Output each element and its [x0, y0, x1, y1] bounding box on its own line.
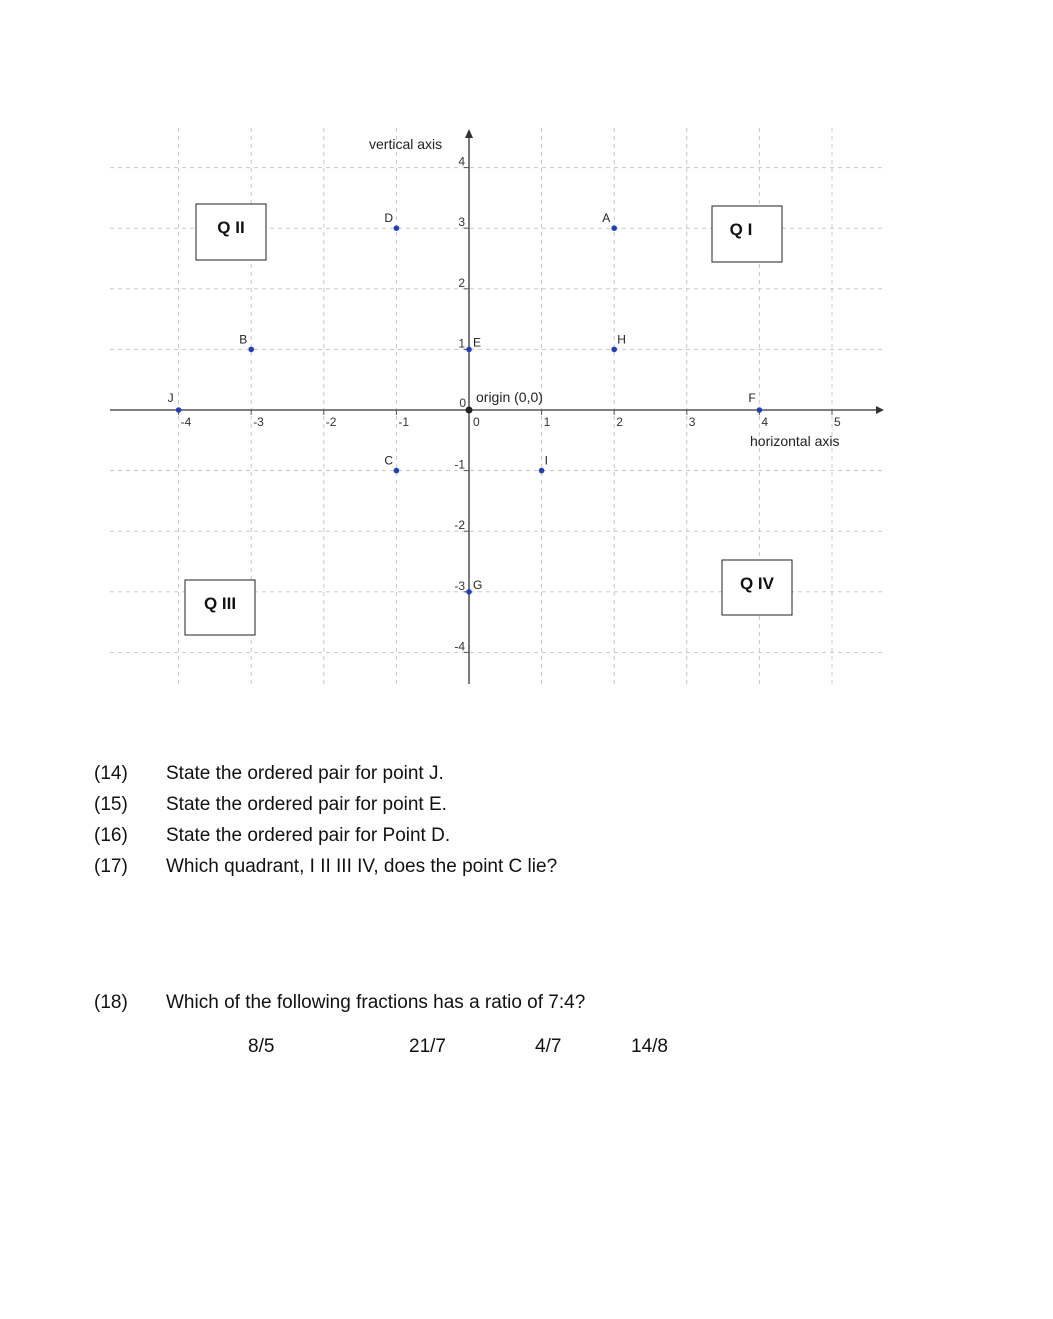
x-tick-label: 4: [761, 415, 769, 429]
x-tick-label: 2: [616, 415, 623, 429]
origin-point: [466, 407, 473, 414]
x-tick-label: 0: [473, 415, 480, 429]
point-label-D: D: [384, 211, 394, 226]
point-label-H: H: [617, 332, 626, 347]
quadrant-label-q2: Q II: [217, 218, 245, 237]
quadrant-label-q1: Q I: [729, 220, 753, 239]
question-text: State the ordered pair for Point D.: [166, 825, 451, 846]
quadrant-label-q3: Q III: [203, 594, 237, 613]
question-number: (14): [94, 763, 128, 784]
vertical-axis-label: vertical axis: [369, 136, 443, 152]
y-tick-label: 2: [458, 275, 465, 290]
point-label-B: B: [239, 332, 248, 347]
point-D: [394, 225, 400, 231]
x-tick-label: 5: [834, 415, 841, 429]
question-number: (15): [94, 794, 128, 815]
x-tick-label: -4: [180, 415, 192, 429]
question-number: (17): [94, 856, 128, 877]
point-label-F: F: [748, 391, 756, 405]
quadrant-box-q4: [722, 560, 792, 615]
x-tick-label: 3: [688, 415, 696, 429]
y-tick-label: 1: [458, 336, 465, 351]
y-axis-arrow: [465, 129, 473, 138]
x-axis-arrow: [876, 406, 884, 414]
point-label-G: G: [473, 577, 483, 592]
quadrant-box-q3: [185, 580, 255, 635]
point-G: [466, 589, 472, 595]
quadrant-box-q1: [712, 206, 782, 262]
point-A: [611, 225, 617, 231]
question-text: State the ordered pair for point J.: [166, 763, 444, 784]
y-tick-label: 4: [458, 154, 465, 169]
point-C: [394, 468, 400, 474]
point-label-J: J: [167, 391, 174, 405]
y-tick-label: 0: [459, 396, 466, 410]
option-4: 14/8: [631, 1036, 668, 1057]
point-label-I: I: [544, 453, 548, 468]
question-number: (18): [94, 992, 128, 1013]
x-tick-label: -2: [325, 415, 337, 429]
question-text: Which quadrant, I II III IV, does the point C lie?: [166, 856, 558, 877]
option-2: 21/7: [409, 1036, 446, 1057]
y-tick-label: -1: [454, 457, 465, 472]
question-text: State the ordered pair for point E.: [166, 794, 447, 815]
point-label-E: E: [473, 335, 482, 350]
x-tick-label: -3: [253, 415, 264, 429]
question-text: Which of the following fractions has a ratio of 7:4?: [166, 992, 586, 1013]
point-label-A: A: [602, 211, 611, 226]
y-tick-label: -3: [454, 578, 465, 593]
x-tick-label: -1: [398, 415, 410, 429]
horizontal-axis-label: horizontal axis: [750, 433, 840, 449]
x-tick-label: 1: [543, 415, 551, 429]
quadrant-box-q2: [196, 204, 266, 260]
question-number: (16): [94, 825, 128, 846]
y-tick-label: 3: [458, 215, 465, 230]
y-tick-label: -4: [454, 639, 465, 654]
point-F: [757, 407, 763, 413]
point-B: [248, 347, 254, 353]
point-H: [611, 347, 617, 353]
option-1: 8/5: [248, 1036, 275, 1057]
origin-label: origin (0,0): [476, 389, 543, 405]
point-label-C: C: [384, 453, 394, 468]
point-J: [176, 407, 182, 413]
quadrant-label-q4: Q IV: [739, 574, 775, 593]
option-3: 4/7: [535, 1036, 562, 1057]
point-E: [466, 347, 472, 353]
point-I: [539, 468, 545, 474]
y-tick-label: -2: [454, 518, 465, 533]
